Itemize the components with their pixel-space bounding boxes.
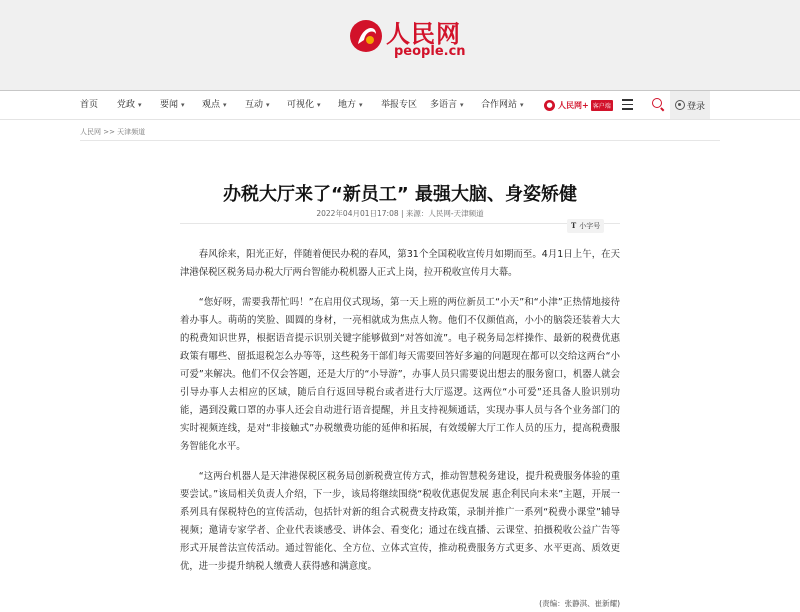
chevron-down-icon: ▾ [266, 101, 270, 109]
article-paragraph: 春风徐来，阳光正好，伴随着便民办税的春风，第31个全国税收宣传月如期而至。4月1日上午，在天津港保税区税务局办税大厅两台智能办税机器人正式上岗，拉开税收宣传月大幕。 [180, 249, 620, 278]
font-size-label: 小字号 [579, 222, 601, 230]
chevron-down-icon: ▾ [138, 101, 142, 109]
people-logo-icon: ● [544, 100, 555, 111]
app-tag: 客户端 [591, 100, 613, 111]
site-header [0, 0, 800, 90]
search-icon[interactable] [652, 98, 662, 108]
nav-item-home[interactable]: 首页 [80, 100, 99, 110]
nav-item-interact[interactable]: 互动 ▾ [245, 91, 270, 119]
article-meta: 2022年04月01日17:08 | 来源：人民网-天津频道 [316, 209, 484, 218]
article-paragraph: “您好呀，需要我帮忙吗！”在启用仪式现场，第一天上班的两位新员工“小天”和“小津”正热情地接待着办事人。萌萌的笑脸、圆圆的身材，一亮相就成为焦点人物。他们不仅颜值高，小小的脑袋还装着大大的税费知识世界，根据语音提示识别关键字能够做到“对答如流”。电子税务局怎样操作、最新的税费优惠政策有哪些、留抵退税怎么办等等，这些税务干部们每天需要回答好多遍的问题现在都可以交给这两台“小可爱”来解决。他们不仅会答题，还是大厅的“小导游”，办事人员只需要说出想去的服务窗口，机器人就会引导办事人去相应的区域，随后自行返回导税台或者进行大厅巡逻。这两位“小可爱”还具备人脸识别功能，遇到没戴口罩的办事人还会自动进行语音提醒，并且支持视频通话，实现办事人员与各个业务部门的实时视频连线，是对“非接触式”办税缴费功能的延伸和拓展，有效缓解大厅工作人员的压力，提高税费服务智能化水平。 [180, 297, 620, 452]
logo-name: 人民网 [386, 19, 461, 48]
chevron-down-icon: ▾ [520, 101, 524, 109]
chevron-down-icon: ▾ [359, 101, 363, 109]
divider [180, 223, 620, 224]
nav-item-opinion[interactable]: 观点 ▾ [202, 91, 227, 119]
chevron-down-icon: ▾ [223, 101, 227, 109]
breadcrumb[interactable]: 人民网 >> 天津频道 [80, 128, 146, 136]
site-logo[interactable] [348, 14, 466, 66]
main-nav [0, 90, 800, 120]
login-button[interactable] [670, 91, 710, 119]
nav-item-visual[interactable]: 可视化 ▾ [287, 91, 321, 119]
nav-item-language[interactable]: 多语言 ▾ [430, 91, 464, 119]
nav-item-report[interactable]: 举报专区 [381, 100, 418, 110]
nav-item-party[interactable]: 党政 ▾ [117, 91, 142, 119]
font-size-toggle[interactable] [567, 219, 604, 233]
login-label: 登录 [686, 101, 705, 112]
logo-domain: people.cn [394, 44, 466, 59]
chevron-down-icon: ▾ [181, 101, 185, 109]
chevron-down-icon: ▾ [317, 101, 321, 109]
article-editor: (责编：张静淇、崔新耀) [539, 599, 620, 608]
people-logo-icon [348, 18, 384, 54]
font-size-icon: T [571, 221, 577, 230]
user-icon [675, 100, 685, 110]
article-title: 办税大厅来了“新员工” 最强大脑、身姿矫健 [223, 184, 577, 206]
menu-icon[interactable] [622, 99, 633, 110]
article-paragraph: “这两台机器人是天津港保税区税务局创新税费宣传方式，推动智慧税务建设，提升税费服务体验的重要尝试。”该局相关负责人介绍，下一步，该局将继续围绕“税收优惠促发展 惠企利民向未来”主题，开展一系列具有保税特色的宣传活动，包括针对新的组合式税费支持政策，录制并推广一系列“税费小课堂”辅导视频；邀请专家学者、企业代表谈感受、讲体会、看变化；通过在线直播、云课堂、拍摄税收公益广告等形式开展普法宣传活动。通过智能化、全方位、立体式宣传，推动税费服务方式更多、水平更高、质效更优，进一步提升纳税人缴费人获得感和满意度。 [180, 471, 620, 572]
nav-item-local[interactable]: 地方 ▾ [338, 91, 363, 119]
app-name: 人民网+ [558, 99, 589, 110]
nav-item-partners[interactable]: 合作网站 ▾ [481, 91, 524, 119]
nav-item-news[interactable]: 要闻 ▾ [160, 91, 185, 119]
chevron-down-icon: ▾ [460, 101, 464, 109]
app-download-link[interactable] [544, 98, 613, 112]
article-body [180, 246, 620, 588]
divider [80, 140, 720, 141]
